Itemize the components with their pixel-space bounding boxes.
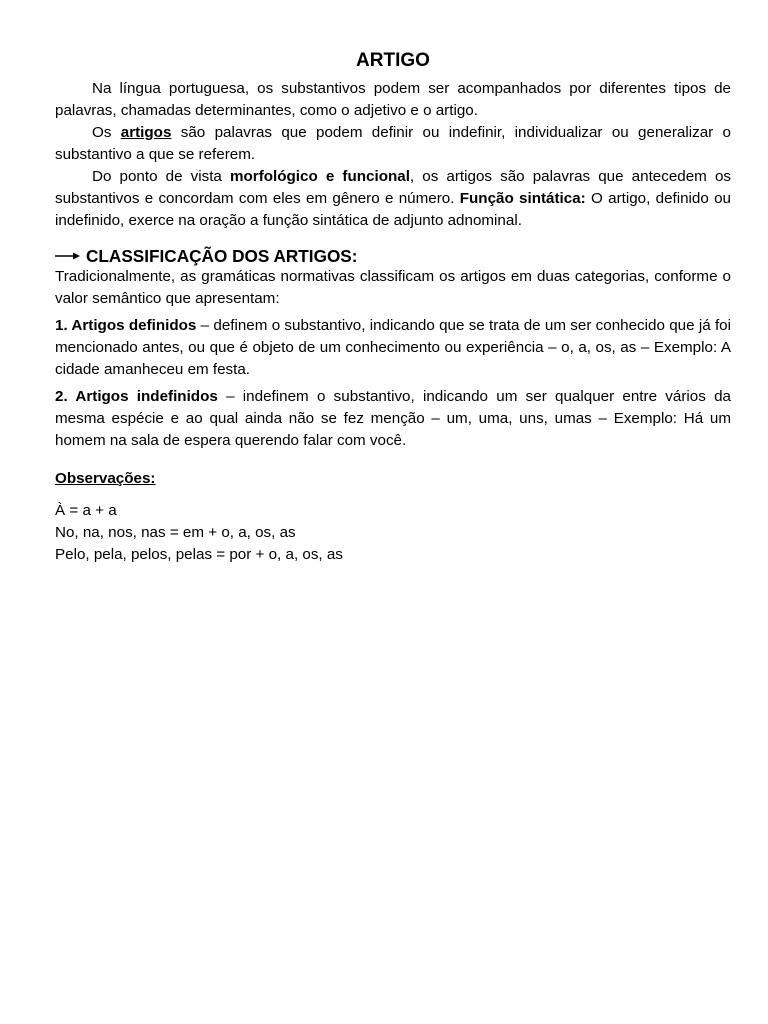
intro-paragraph-3 <box>55 166 731 232</box>
intro-paragraph-3-lead: Do ponto de vista <box>92 168 230 185</box>
funcao-sintatica-term: Função sintática: <box>459 190 586 207</box>
artigos-term: artigos <box>120 124 172 141</box>
document-page <box>55 48 731 566</box>
morfologico-term: morfológico e funcional <box>230 168 410 185</box>
classification-item-text: – definem o substantivo, indicando que se trata de um ser conhecido que já foi mencionado antes, ou que é objeto de um conhecimento ou experiência – o, a, os, as – Exemplo: A cidade amanheceu em festa. <box>55 317 731 378</box>
classification-intro-text: Tradicionalmente, as gramáticas normativas classificam os artigos em duas categorias, conforme o valor semântico que apresentam: <box>55 268 731 307</box>
classification-item-label: 2. Artigos indefinidos <box>55 388 218 405</box>
classification-item-text: – indefinem o substantivo, indicando um ser qualquer entre vários da mesma espécie e ao qual ainda não se fez menção – um, uma, uns, umas – Exemplo: Há um homem na sala de espera querendo falar com você. <box>55 388 731 449</box>
observation-line: À = a + a <box>55 502 117 519</box>
classification-item-indefinidos <box>55 386 731 452</box>
intro-paragraph-3-rest: O artigo, definido ou indefinido, exerce na oração a função sintática de adjunto adnominal. <box>55 190 732 229</box>
observations-list <box>55 500 731 566</box>
right-arrow-icon <box>55 250 81 262</box>
classification-heading <box>55 246 731 266</box>
observation-line: Pelo, pela, pelos, pelas = por + o, a, os, as <box>55 546 343 563</box>
observation-line: No, na, nos, nas = em + o, a, os, as <box>55 524 296 541</box>
intro-paragraph-1 <box>55 78 731 122</box>
intro-paragraph-3-mid: , os artigos são palavras que antecedem os substantivos e concordam com eles em gênero e número. <box>55 168 731 207</box>
intro-paragraph-2-rest: são palavras que podem definir ou indefinir, individualizar ou generalizar o substantivo a que se referem. <box>55 124 731 163</box>
intro-paragraph-2 <box>55 122 731 166</box>
intro-paragraph-1-text: Na língua portuguesa, os substantivos podem ser acompanhados por diferentes tipos de palavras, chamadas determinantes, como o adjetivo e o artigo. <box>55 80 731 119</box>
observations-title: Observações: <box>55 470 156 487</box>
intro-paragraph-2-lead: Os <box>92 124 121 141</box>
classification-intro <box>55 266 731 310</box>
page-title: ARTIGO <box>356 50 430 71</box>
classification-item-definidos <box>55 315 731 381</box>
classification-item-label: 1. Artigos definidos <box>55 317 197 334</box>
classification-heading-text: CLASSIFICAÇÃO DOS ARTIGOS: <box>86 246 358 266</box>
